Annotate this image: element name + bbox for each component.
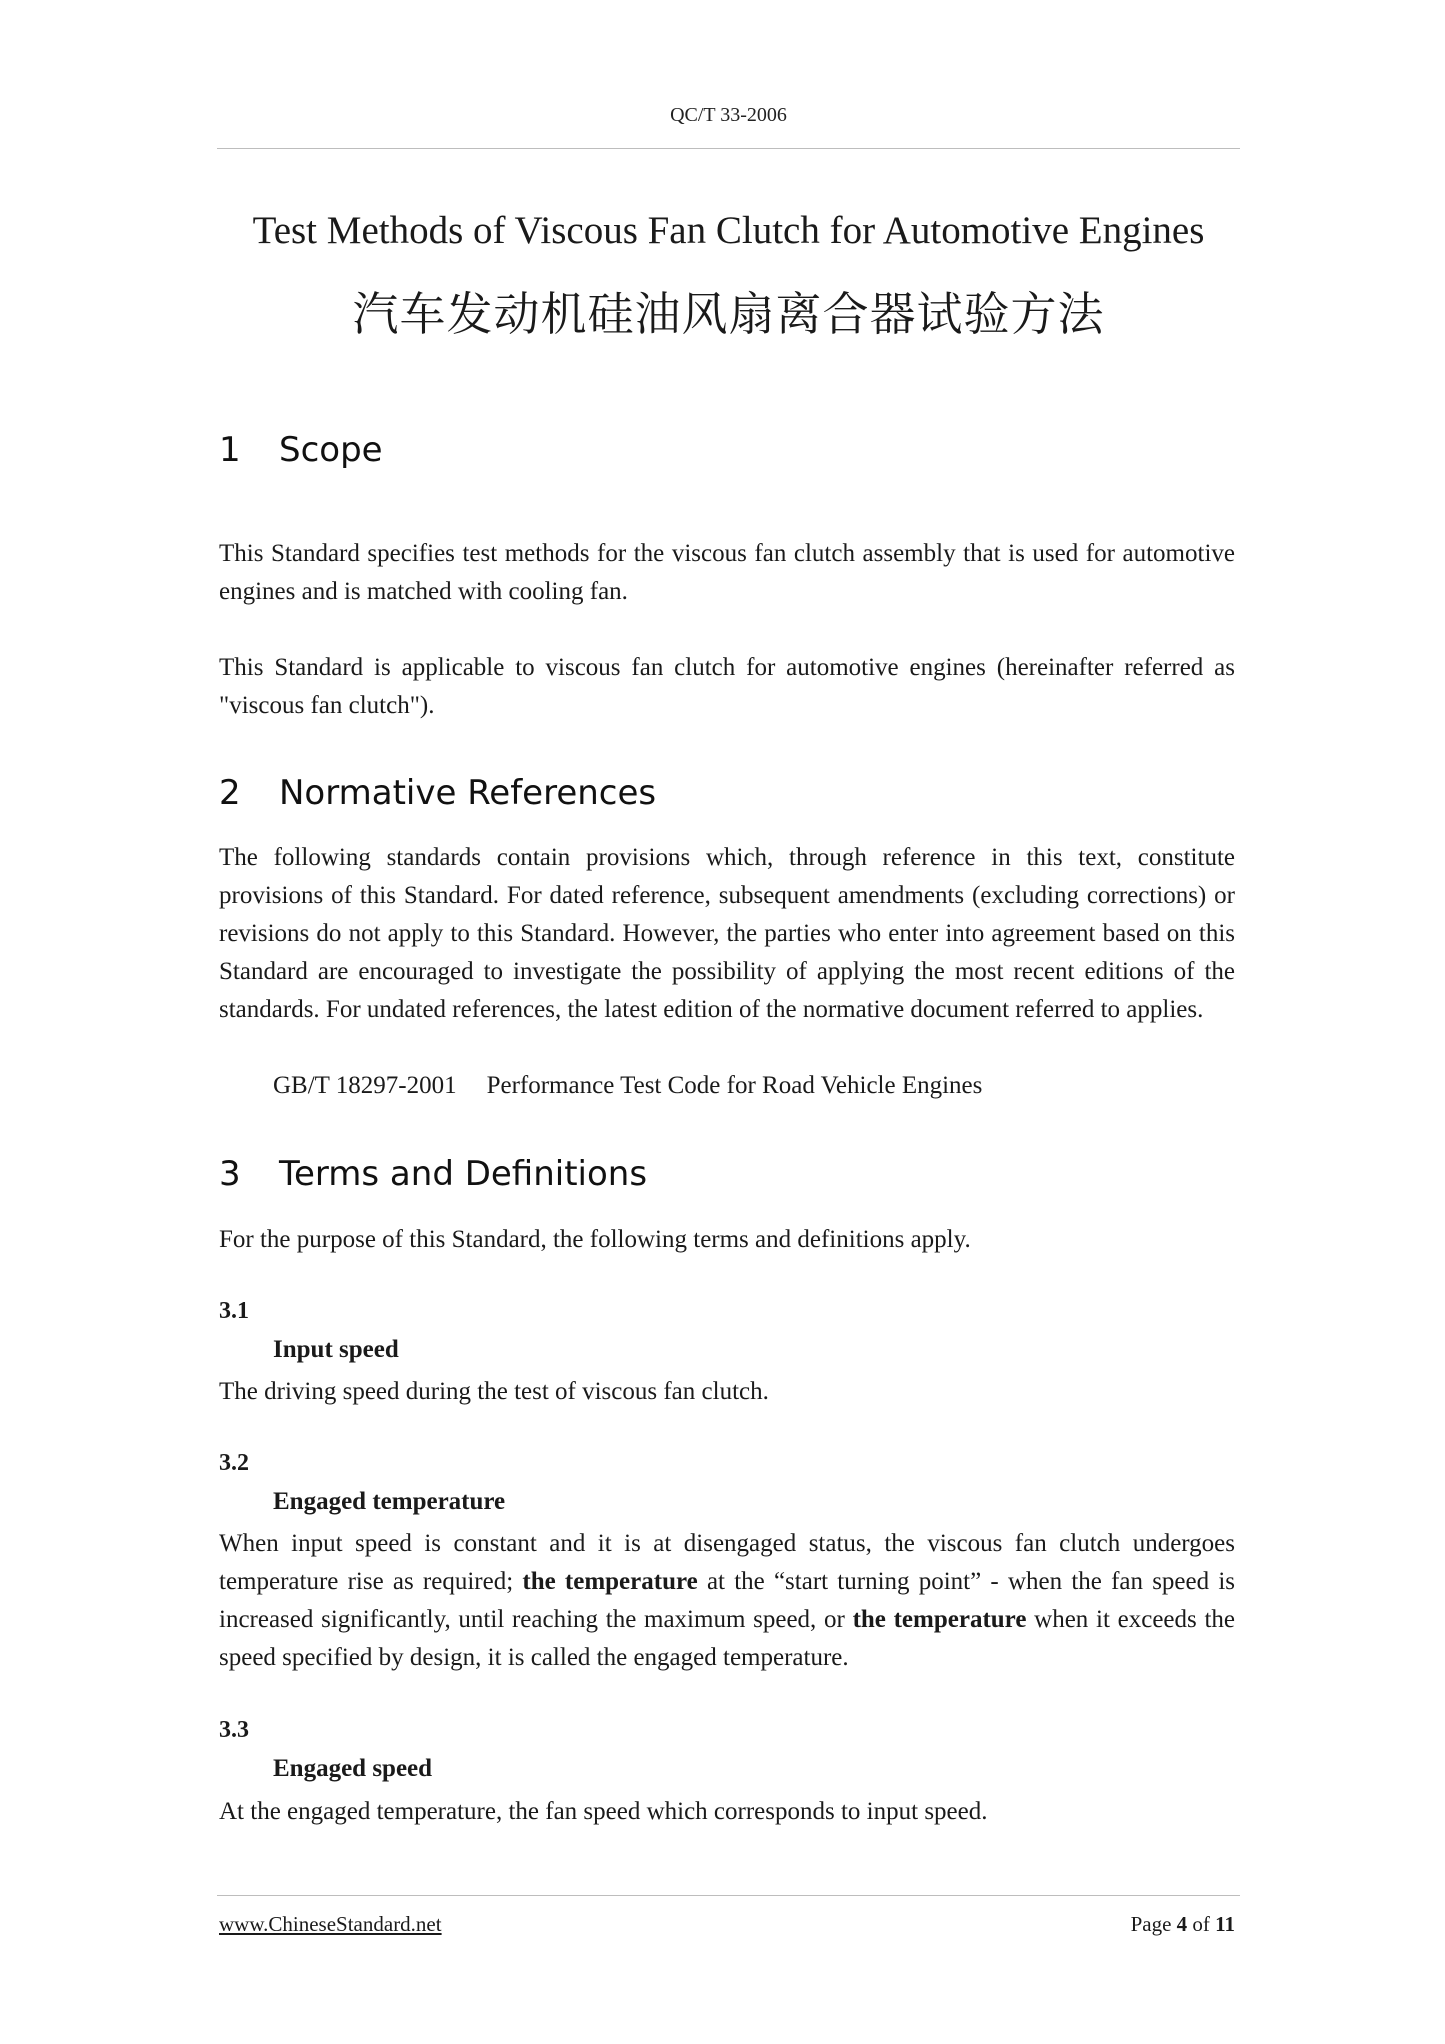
definition-text: at the “start turning point” - when the fan speed is increased significantly, until reaching the maximum speed, or: [219, 1568, 1236, 1633]
scope-paragraph-1: This Standard specifies test methods for the viscous fan clutch assembly that is used for automotive engines and is matched with cooling fan.: [219, 540, 1235, 605]
definition-emphasis: the temperature: [852, 1606, 1027, 1633]
term-name: Input speed: [273, 1336, 399, 1363]
term-number: 3.2: [219, 1450, 249, 1476]
document-code: QC/T 33-2006: [670, 104, 787, 126]
document-title-english: Test Methods of Viscous Fan Clutch for Automotive Engines: [252, 209, 1205, 252]
term-definition: At the engaged temperature, the fan speed which corresponds to input speed.: [219, 1798, 988, 1825]
normative-paragraph: The following standards contain provisions which, through reference in this text, constitute provisions of this Standard. For dated reference, subsequent amendments (excluding corrections) or revisions do not apply to this Standard. However, the parties who enter into agreement based on this Standard are encouraged to investigate the possibility of applying the most recent editions of the standards. For undated references, the latest edition of the normative document referred to applies.: [219, 844, 1235, 1023]
term-definition: [219, 1525, 1235, 1677]
website-link[interactable]: www.ChineseStandard.net: [219, 1912, 442, 1936]
section-title: Normative References: [279, 773, 657, 813]
reference-title: Performance Test Code for Road Vehicle Engines: [486, 1072, 983, 1099]
terms-intro: For the purpose of this Standard, the following terms and definitions apply.: [219, 1226, 971, 1253]
page-current: 4: [1176, 1912, 1188, 1936]
definition-emphasis: the temperature: [522, 1568, 698, 1595]
document-title-chinese: 汽车发动机硅油风扇离合器试验方法: [352, 287, 1105, 341]
section-heading-normative-references: [219, 773, 656, 813]
definition-text: when it exceeds the speed specified by design, it is called the engaged temperature.: [219, 1606, 1235, 1671]
section-heading-scope: [219, 430, 383, 470]
footer-divider: [217, 1895, 1240, 1896]
section-number: 1: [219, 430, 241, 470]
page-indicator: [1000, 1912, 1235, 1937]
section-title: Scope: [279, 430, 383, 470]
reference-code: GB/T 18297-2001: [273, 1072, 457, 1099]
header-divider: [217, 148, 1240, 149]
page-total: 11: [1215, 1912, 1235, 1936]
scope-paragraph-2: This Standard is applicable to viscous fan clutch for automotive engines (hereinafter referred as "viscous fan clutch").: [219, 654, 1235, 719]
term-definition: The driving speed during the test of viscous fan clutch.: [219, 1378, 769, 1405]
section-heading-terms: [219, 1154, 647, 1194]
term-name: Engaged temperature: [273, 1488, 506, 1515]
term-name: Engaged speed: [273, 1755, 433, 1782]
reference-entry: [273, 1067, 982, 1105]
term-number: 3.1: [219, 1298, 249, 1324]
definition-text: When input speed is constant and it is at disengaged status, the viscous fan clutch undergoes temperature rise as required;: [219, 1530, 1235, 1595]
section-number: 2: [219, 773, 241, 813]
section-title: Terms and Definitions: [279, 1154, 648, 1194]
page-of: of: [1192, 1912, 1210, 1936]
page-word: Page: [1130, 1912, 1172, 1936]
term-number: 3.3: [219, 1717, 249, 1743]
section-number: 3: [219, 1154, 241, 1194]
